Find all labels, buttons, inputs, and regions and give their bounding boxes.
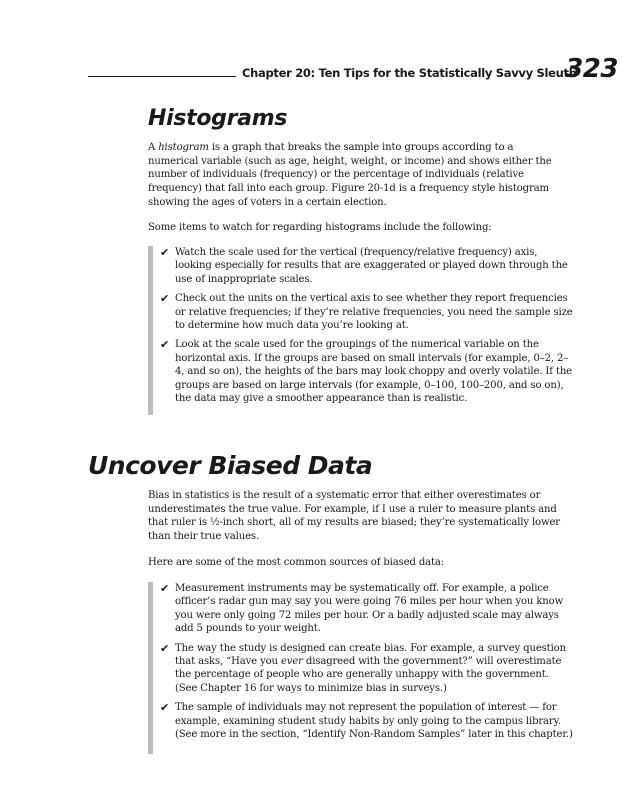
check-mark-icon: ✔ [160,246,170,259]
bullet-text: Look at the scale used for the groupings of the numerical variable on the horizontal axis. If the groups are based on small intervals (for example, 0–2, 2–4, and so on), the heights of the bars may look choppy and overly volatile. If the groups are based on large intervals (for example, 0–100, 100–200, and so on), the data may give a smoother appearance than is realistic. [175,339,572,405]
bullet-text: Measurement instruments may be systematically off. For example, a police officer’s radar gun may say you were going 76 miles per hour when you know you were only going 72 miles per hour. Or a badly adjusted scale may always add 5 pounds to your weight. [175,583,564,635]
list-item [153,292,573,332]
check-mark-icon: ✔ [160,641,170,655]
bullet-text [175,643,566,694]
bullet-text: Check out the units on the vertical axis to see whether they report frequencies or relative frequencies; if they’re relative frequencies, you need the sample size to determine how much data you’re looking at. [175,293,573,332]
histograms-bullet-list [148,246,573,415]
bullet-text-pre: The way the study is designed can create bias. For example, a survey question that asks, “Have you [175,642,566,668]
list-item [153,701,573,741]
histograms-intro [148,141,564,210]
list-item [153,246,573,286]
page-number: 323 [565,54,618,84]
check-mark-icon: ✔ [160,582,170,595]
check-mark-icon: ✔ [160,338,170,352]
histograms-heading: Histograms [148,106,288,131]
intro-post: is a graph that breaks the sample into groups according to a numerical variable (such as age, height, weight, or income) and shows either the number of individuals (frequency) or the percentage of individuals (relative frequency) that fall into each group. Figure 20-1d is a frequency style histogram showing the ages of voters in a certain election. [148,142,552,208]
bullet-text: The sample of individuals may not represent the population of interest — for example, examining student study habits by only going to the campus library. (See more in the section, “Identify Non-Random Samples” later in this chapter.) [175,702,573,741]
list-item [153,642,573,696]
histograms-lead: Some items to watch for regarding histograms include the following: [148,222,492,233]
running-title: Chapter 20: Ten Tips for the Statistically Savvy Sleuth [242,66,577,80]
biased-lead: Here are some of the most common sources of biased data: [148,557,445,568]
intro-pre: A [148,142,159,153]
ever-term: ever [280,656,303,668]
biased-bullet-list [148,582,573,754]
biased-intro: Bias in statistics is the result of a systematic error that either overestimates or underestimates the true value. For example, if I use a ruler to measure plants and that ruler is ½-inch short, all of my results are biased; they’re systematically lower than their true values. [148,490,560,543]
bullet-text: Watch the scale used for the vertical (frequency/relative frequency) axis, looking especially for results that are exaggerated or played down through the use of inappropriate scales. [175,247,568,285]
header-rule [88,76,236,77]
biased-data-heading: Uncover Biased Data [88,451,373,480]
check-mark-icon: ✔ [160,292,170,306]
list-item [153,582,573,636]
histogram-term: histogram [158,142,209,153]
bullet-text-post: disagreed with the government?” will overestimate the percentage of people who are generally unhappy with the government. (See Chapter 16 for ways to minimize bias in surveys.) [175,656,562,694]
list-item [153,338,573,405]
running-header [88,54,618,84]
check-mark-icon: ✔ [160,701,170,715]
